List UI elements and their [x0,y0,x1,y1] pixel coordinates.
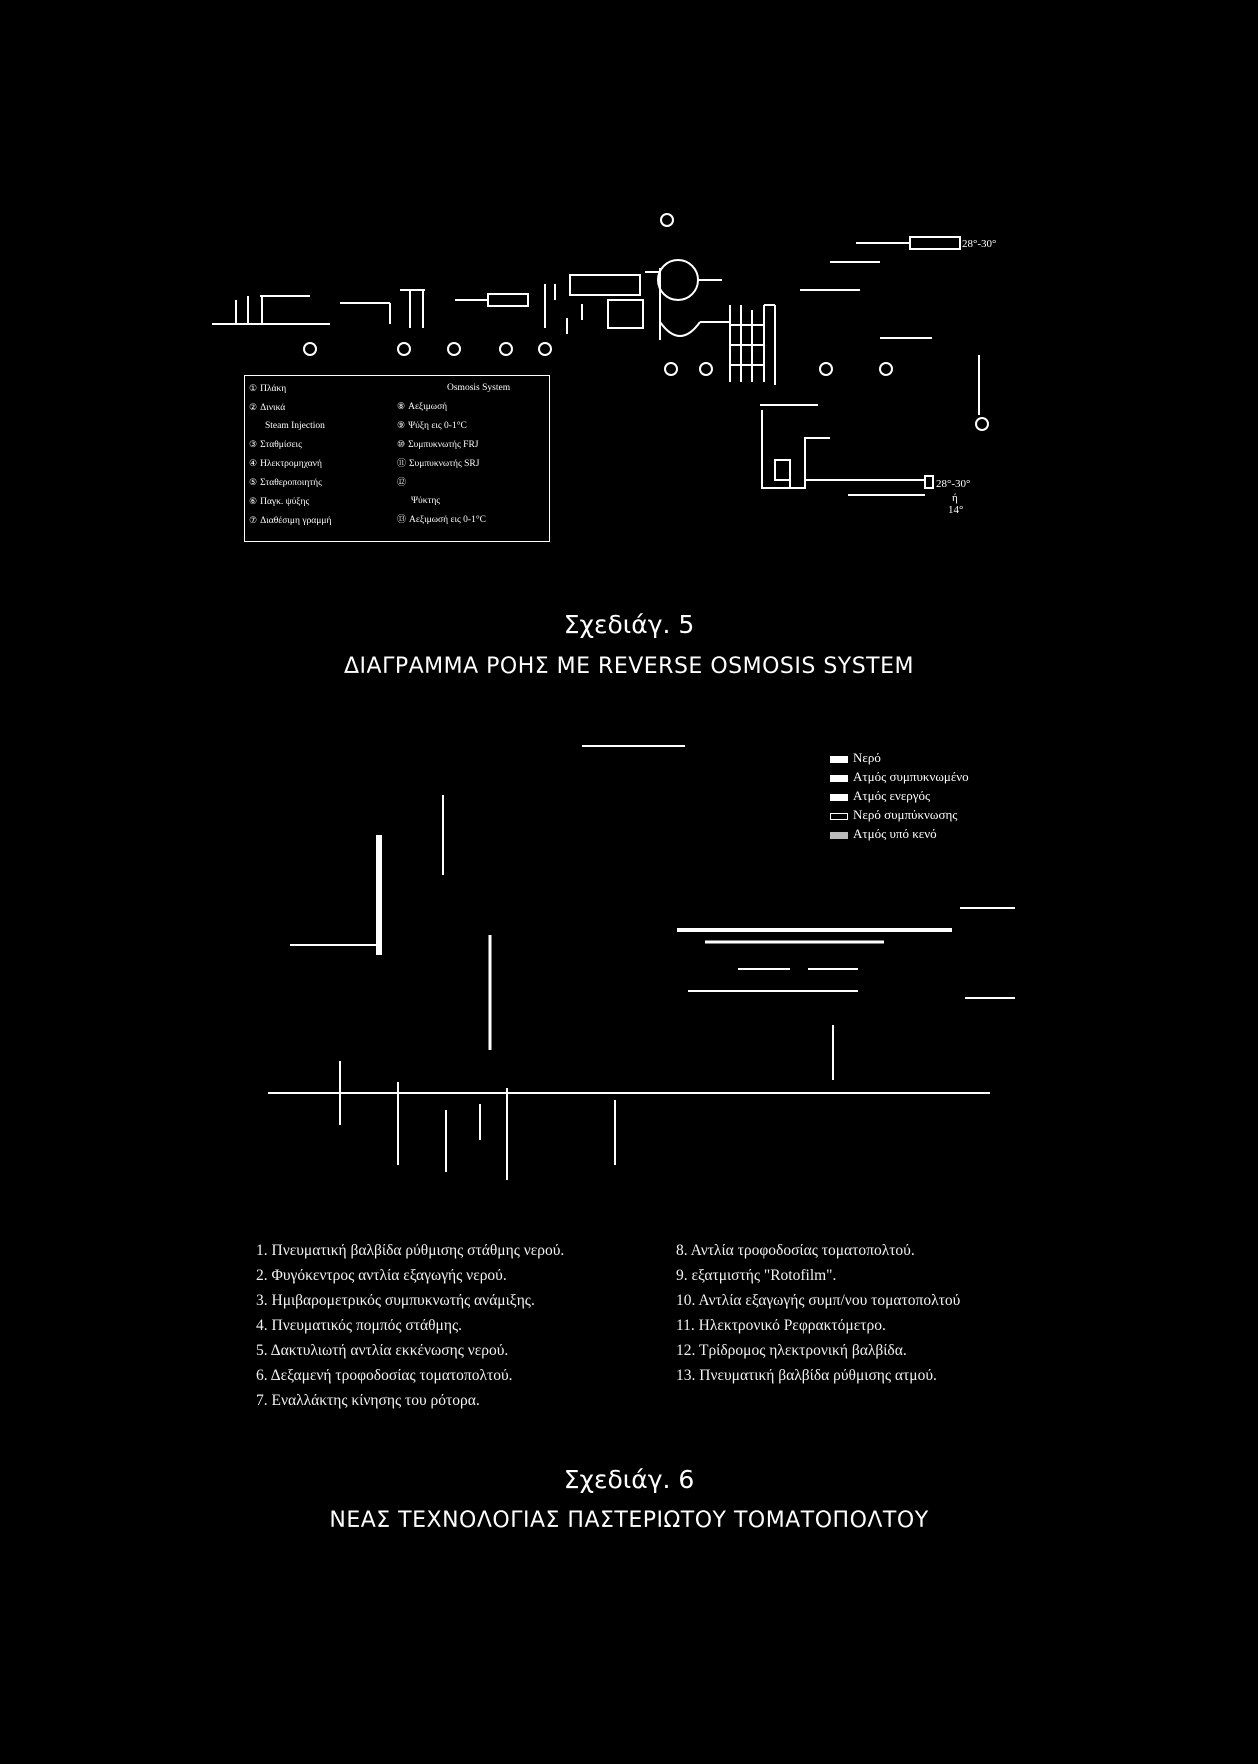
list-item: 2. Φυγόκεντρος αντλία εξαγωγής νερού. [256,1267,507,1284]
legend-text: Osmosis System [447,383,511,393]
legend-text: Ηλεκτρομηχανή [260,459,322,469]
legend-row [397,379,510,397]
figure6-items-left [256,1238,564,1413]
list-item: 13. Πνευματική βαλβίδα ρύθμισης ατμού. [676,1367,937,1384]
figure5-legend-right [397,379,510,529]
figure5-caption-title: ΔΙΑΓΡΑΜΜΑ ΡΟΗΣ ME REVERSE OSMOSIS SYSTEM [343,654,915,679]
legend-row [397,454,510,473]
legend-marker: ⑬ [397,514,407,524]
legend-row [249,435,331,454]
legend-text: Συμπυκνωτής SRJ [409,459,480,469]
legend-row [249,417,331,435]
figure6-caption-number: Σχεδιάγ. 6 [563,1465,695,1494]
legend-text: Δινικά [260,403,286,413]
legend-row [249,454,331,473]
legend-text: Αεξιμωσή [408,402,448,412]
legend-row [397,473,510,492]
legend-row [397,416,510,435]
legend-text: Σταθεροποιητής [260,478,322,488]
legend-text: Steam Injection [265,421,325,431]
list-item: 8. Αντλία τροφοδοσίας τοματοπολτού. [676,1242,915,1259]
figure6-caption-title: ΝΕΑΣ ΤΕΧΝΟΛΟΓΙΑΣ ΠΑΣΤΕΡΙΩΤΟΥ ΤΟΜΑΤΟΠΟΛΤΟΥ [329,1508,929,1533]
legend-marker: ⑨ [397,420,406,430]
legend-row [249,492,331,511]
legend-marker: ⑥ [249,496,258,506]
legend-marker: ⑧ [397,401,406,411]
legend-row [249,473,331,492]
legend-text: Ψύκτης [411,496,441,506]
list-item: 4. Πνευματικός πομπός στάθμης. [256,1317,462,1334]
legend-label: Ατμός ενεργός [853,788,931,803]
list-item: 7. Εναλλάκτης κίνησης του ρότορα. [256,1392,480,1409]
legend-marker: ② [249,402,258,412]
legend-marker: ⑩ [397,439,406,449]
legend-swatch [830,756,848,763]
legend-marker: ④ [249,458,258,468]
list-item: 9. εξατμιστής "Rotofilm". [676,1267,837,1284]
list-item: 10. Αντλία εξαγωγής συμπ/νου τοματοπολτού [676,1292,961,1309]
legend-row [397,435,510,454]
figure6-legend [830,748,969,843]
temp-bottom-sub1: ή [952,492,958,504]
legend-text: Πλάκη [260,384,287,394]
figure5-legend-left [249,379,331,530]
legend-row [830,748,969,767]
legend-marker: ③ [249,439,258,449]
legend-marker: ① [249,383,258,393]
legend-row [249,379,331,398]
legend-text: Διαθέσιμη γραμμή [260,516,332,526]
list-item: 1. Πνευματική βαλβίδα ρύθμισης στάθμης νερού. [256,1242,565,1259]
legend-label: Ατμός συμπυκνωμένο [853,769,969,784]
list-item: 5. Δακτυλιωτή αντλία εκκένωσης νερού. [256,1342,509,1359]
legend-marker: ⑦ [249,515,258,525]
legend-text: Συμπυκνωτής FRJ [408,440,479,450]
list-item: 11. Ηλεκτρονικό Ρεφρακτόμετρο. [676,1317,886,1334]
figure6-items-right [676,1238,960,1388]
legend-label: Νερό [853,750,881,765]
legend-text: Αεξιμωσή εις 0-1°C [409,515,486,525]
legend-swatch [830,775,848,782]
legend-text: Παγκ. ψύξης [260,497,310,507]
legend-row [397,510,510,529]
figure5-caption-number: Σχεδιάγ. 5 [563,610,695,639]
legend-label: Νερό συμπύκνωσης [853,807,958,822]
legend-row [830,824,969,843]
legend-row [830,805,969,824]
list-item: 3. Ημιβαρομετρικός συμπυκνωτής ανάμιξης. [256,1292,535,1309]
legend-row [397,397,510,416]
temp-bottom-label: 28°-30° [936,478,971,490]
legend-text: Σταθμίσεις [260,440,302,450]
legend-text: Ψύξη εις 0-1°C [408,421,467,431]
temp-bottom-sub2: 14° [948,504,964,516]
legend-row [830,786,969,805]
legend-swatch [830,794,848,801]
legend-swatch [830,832,848,839]
legend-row [249,398,331,417]
temp-top-label: 28°-30° [962,238,997,250]
list-item: 12. Τρίδρομος ηλεκτρονική βαλβίδα. [676,1342,907,1359]
legend-row [249,511,331,530]
legend-marker: ⑪ [397,458,407,468]
legend-label: Ατμός υπό κενό [853,826,937,841]
legend-marker: ⑤ [249,477,258,487]
list-item: 6. Δεξαμενή τροφοδοσίας τοματοπολτού. [256,1367,513,1384]
legend-swatch [830,813,848,820]
legend-row [397,492,510,510]
figure5-flow-diagram [0,0,1258,560]
figure5-legend [244,375,550,542]
legend-row [830,767,969,786]
legend-marker: ⑫ [397,477,407,487]
